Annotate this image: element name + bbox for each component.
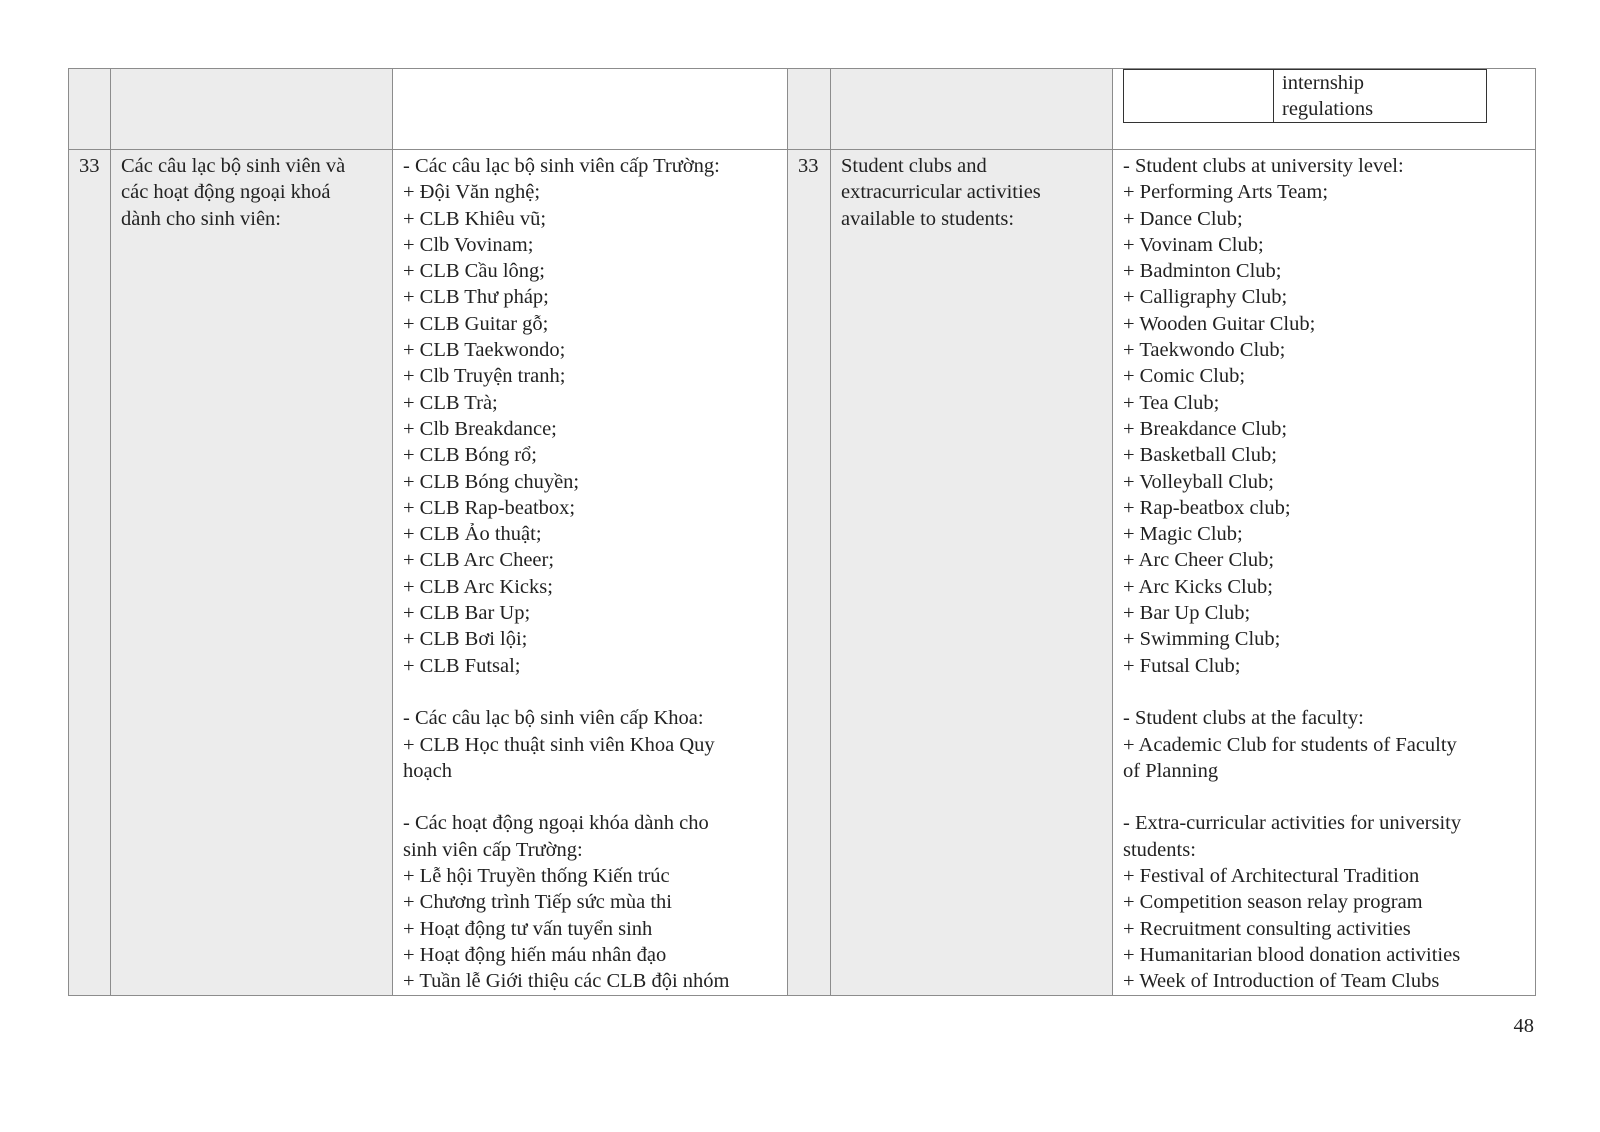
vi-content-line: + CLB Trà; (403, 391, 498, 414)
vi-content-line: + Clb Vovinam; (403, 233, 534, 256)
vi-content-line: + CLB Bóng chuyền; (403, 470, 580, 493)
blank-line (1123, 679, 1527, 705)
en-content-line: + Humanitarian blood donation activities (1123, 943, 1461, 966)
en-row-number: 33 (798, 155, 819, 177)
vi-title-line: các hoạt động ngoại khoá (121, 181, 331, 204)
en-content-cell-continuation (1113, 69, 1536, 150)
vi-content-cell-empty (393, 69, 788, 150)
vi-content-line: + Chương trình Tiếp sức mùa thi (403, 891, 673, 914)
nested-label-cell (1124, 70, 1274, 123)
table-row-continuation (69, 69, 1536, 150)
vi-content-line: + CLB Cầu lông; (403, 260, 545, 283)
en-content-line: - Student clubs at university level: (1123, 155, 1404, 177)
en-content-line: + Academic Club for students of Faculty (1123, 733, 1457, 756)
en-content-line: + Vovinam Club; (1123, 233, 1264, 256)
vi-content-line: + Đội Văn nghệ; (403, 181, 541, 204)
nested-text-line: internship (1282, 72, 1364, 94)
vi-content-line: - Các câu lạc bộ sinh viên cấp Khoa: (403, 707, 704, 730)
en-content-line: + Breakdance Club; (1123, 417, 1288, 440)
vi-content-line: + CLB Arc Cheer; (403, 549, 555, 572)
vi-row-number: 33 (79, 155, 100, 177)
vi-content-line: + Clb Breakdance; (403, 417, 557, 440)
en-content-line: + Tea Club; (1123, 391, 1220, 414)
en-content-line: + Dance Club; (1123, 207, 1243, 230)
nested-table-row (1124, 70, 1487, 123)
vi-content-line: + CLB Học thuật sinh viên Khoa Quy (403, 733, 715, 756)
en-content-line: + Calligraphy Club; (1123, 286, 1288, 309)
vi-content-line: sinh viên cấp Trường: (403, 838, 583, 861)
vi-title-text (111, 150, 392, 232)
blank-line (1123, 784, 1527, 810)
internship-nested-table (1123, 69, 1487, 123)
en-content-line: + Recruitment consulting activities (1123, 917, 1411, 940)
vi-content-line: + CLB Bóng rổ; (403, 444, 538, 467)
en-content-line: + Basketball Club; (1123, 444, 1277, 467)
en-content-line: + Comic Club; (1123, 365, 1246, 388)
vi-content-line: + CLB Bơi lội; (403, 628, 528, 651)
en-content-line: students: (1123, 838, 1196, 861)
vi-content-cell (393, 150, 788, 996)
blank-line (403, 784, 779, 810)
en-content-line: + Rap-beatbox club; (1123, 496, 1291, 519)
vi-content-line: + CLB Thư pháp; (403, 286, 549, 309)
en-content-line: + Swimming Club; (1123, 628, 1281, 651)
en-content-line: + Bar Up Club; (1123, 602, 1251, 625)
en-content-line: + Wooden Guitar Club; (1123, 312, 1316, 335)
en-content-line: + Magic Club; (1123, 523, 1243, 546)
page-number: 48 (1513, 1015, 1534, 1037)
vi-content-line: - Các hoạt động ngoại khóa dành cho (403, 812, 709, 835)
vi-title-line: dành cho sinh viên: (121, 207, 281, 230)
en-title-text (831, 150, 1112, 232)
vi-title-cell-empty (111, 69, 393, 150)
en-content-line: + Futsal Club; (1123, 654, 1241, 677)
en-content-line: + Competition season relay program (1123, 891, 1423, 914)
vi-content-line: + CLB Bar Up; (403, 602, 531, 625)
vi-title-cell (111, 150, 393, 996)
en-content-line: + Arc Kicks Club; (1123, 575, 1273, 598)
en-content-line: + Festival of Architectural Tradition (1123, 865, 1420, 888)
vi-content-line: - Các câu lạc bộ sinh viên cấp Trường: (403, 155, 720, 177)
blank-line (403, 679, 779, 705)
en-content-line: + Arc Cheer Club; (1123, 549, 1275, 572)
vi-content-line: + CLB Taekwondo; (403, 339, 566, 362)
vi-title-line: Các câu lạc bộ sinh viên và (121, 155, 346, 177)
en-content-line: of Planning (1123, 759, 1219, 782)
en-title-line: Student clubs and (841, 155, 987, 177)
en-content-line: + Volleyball Club; (1123, 470, 1274, 493)
vi-content-line: + Hoạt động tư vấn tuyển sinh (403, 917, 653, 940)
vi-content-line: + Hoạt động hiến máu nhân đạo (403, 943, 667, 966)
vi-content-line: + Clb Truyện tranh; (403, 365, 566, 388)
vi-content-line: + CLB Arc Kicks; (403, 575, 553, 598)
nested-text-line: regulations (1282, 98, 1374, 120)
en-number-cell-empty (788, 69, 831, 150)
vi-content-line: + CLB Futsal; (403, 654, 521, 677)
en-content-line: + Taekwondo Club; (1123, 339, 1286, 362)
vi-content-line: hoạch (403, 759, 452, 782)
en-content-line: + Performing Arts Team; (1123, 181, 1329, 204)
bilingual-table (68, 68, 1536, 996)
en-content-line: - Student clubs at the faculty: (1123, 707, 1364, 730)
vi-content-line: + Tuần lễ Giới thiệu các CLB đội nhóm (403, 970, 730, 993)
en-title-line: available to students: (841, 207, 1015, 230)
en-number-cell (788, 150, 831, 996)
en-content-text (1113, 150, 1535, 995)
en-title-cell-empty (831, 69, 1113, 150)
en-title-line: extracurricular activities (841, 181, 1041, 204)
en-content-line: + Badminton Club; (1123, 260, 1282, 283)
vi-content-line: + CLB Guitar gỗ; (403, 312, 549, 335)
vi-content-line: + CLB Khiêu vũ; (403, 207, 547, 230)
vi-content-line: + Lễ hội Truyền thống Kiến trúc (403, 865, 670, 888)
vi-number-cell (69, 150, 111, 996)
vi-content-text (393, 150, 787, 995)
vi-content-line: + CLB Ảo thuật; (403, 523, 542, 546)
table-row-33 (69, 150, 1536, 996)
en-content-cell (1113, 150, 1536, 996)
en-content-line: - Extra-curricular activities for university (1123, 812, 1462, 835)
vi-content-line: + CLB Rap-beatbox; (403, 496, 576, 519)
nested-text-cell (1274, 70, 1487, 123)
vi-number-cell-empty (69, 69, 111, 150)
en-content-line: + Week of Introduction of Team Clubs (1123, 970, 1440, 993)
en-title-cell (831, 150, 1113, 996)
